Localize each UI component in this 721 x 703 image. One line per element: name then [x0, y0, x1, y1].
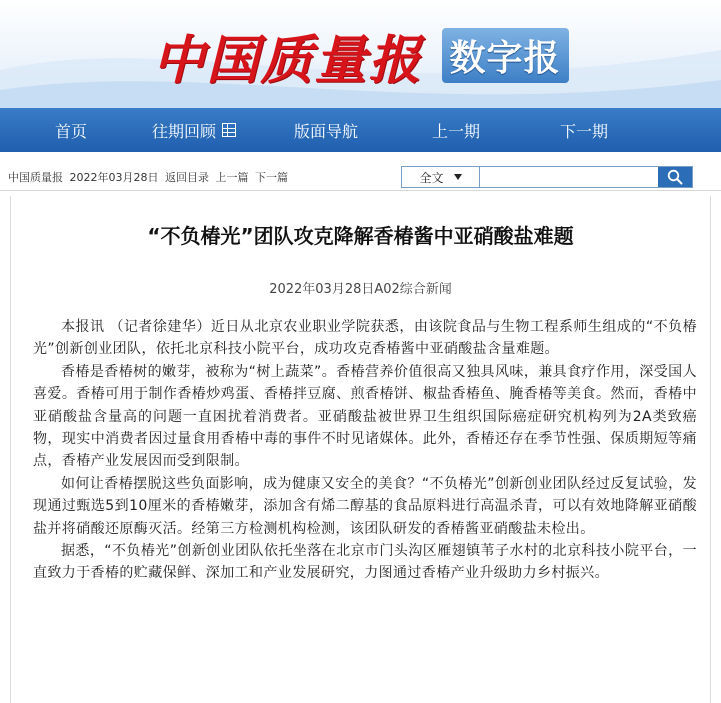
nav-previous-issue[interactable] [432, 119, 480, 142]
search-scope-select[interactable] [402, 167, 480, 187]
search-box [401, 166, 693, 188]
article-paragraph: 香椿是香椿树的嫩芽，被称为“树上蔬菜”。香椿营养价值很高又独具风味，兼具食疗作用，深受国人喜爱。香椿可用于制作香椿炒鸡蛋、香椿拌豆腐、煎香椿饼、椒盐香椿鱼、腌香椿等美食。然而，香椿中亚硝酸盐含量高的问题一直困扰着消费者。亚硝酸盐被世界卫生组织国际癌症研究机构列为2A类致癌物，现实中消费者因过量食用香椿中毒的事件不时见诸媒体。此外，香椿还存在季节性强、保质期短等痛点，香椿产业发展因而受到限制。 [33, 363, 697, 470]
back-to-index-link[interactable]: 返回目录 [165, 171, 209, 184]
breadcrumb-paper-name: 中国质量报 [8, 171, 63, 184]
calendar-grid-icon [222, 123, 236, 137]
nav-home[interactable] [55, 119, 87, 142]
article-paragraph: 本报讯 （记者徐建华）近日从北京农业职业学院获悉，由该院食品与生物工程系师生组成的“不负椿光”创新创业团队，依托北京科技小院平台，成功攻克香椿酱中亚硝酸盐含量难题。 [33, 319, 697, 358]
article-toolbar [0, 161, 721, 191]
article-panel [10, 196, 711, 703]
nav-page-navigation-label: 版面导航 [294, 121, 359, 141]
main-nav [0, 108, 721, 152]
next-article-link[interactable]: 下一篇 [255, 171, 288, 184]
search-icon [667, 169, 683, 185]
search-scope-value: 全文 [419, 170, 444, 185]
article-title: “不负椿光”团队攻克降解香椿酱中亚硝酸盐难题 [147, 224, 574, 248]
masthead [0, 0, 721, 152]
article-body [33, 316, 697, 585]
nav-page-navigation[interactable] [294, 119, 358, 142]
breadcrumb-date: 2022年03月28日 [69, 171, 159, 184]
nav-previous-issue-label: 上一期 [432, 121, 481, 141]
digital-edition-badge[interactable]: 数字报 [442, 28, 569, 83]
breadcrumb [8, 169, 288, 185]
search-button[interactable] [658, 167, 692, 187]
search-input[interactable] [480, 167, 658, 187]
nav-archive[interactable] [152, 119, 236, 142]
brand [0, 18, 721, 93]
nav-archive-label: 往期回顾 [152, 121, 217, 141]
article-paragraph: 据悉，“不负椿光”创新创业团队依托坐落在北京市门头沟区雁翅镇苇子水村的北京科技小院平台，一直致力于香椿的贮藏保鲜、深加工和产业发展研究，力图通过香椿产业升级助力乡村振兴。 [33, 543, 697, 582]
article-paragraph: 如何让香椿摆脱这些负面影响，成为健康又安全的美食？“不负椿光”创新创业团队经过反复试验，发现通过甄选5到10厘米的香椿嫩芽，添加含有烯二醇基的食品原料进行高温杀青，可以有效地降解亚硝酸盐并将硝酸还原酶灭活。经第三方检测机构检测，该团队研发的香椿酱亚硝酸盐未检出。 [33, 475, 697, 537]
previous-article-link[interactable]: 上一篇 [215, 171, 249, 184]
nav-next-issue[interactable] [560, 119, 608, 142]
brand-logo[interactable]: 中国质量报 [152, 30, 423, 91]
nav-next-issue-label: 下一期 [560, 121, 609, 141]
dropdown-arrow-icon [454, 174, 462, 180]
article-dateline: 2022年03月28日A02综合新闻 [269, 282, 452, 297]
nav-home-label: 首页 [55, 121, 88, 141]
